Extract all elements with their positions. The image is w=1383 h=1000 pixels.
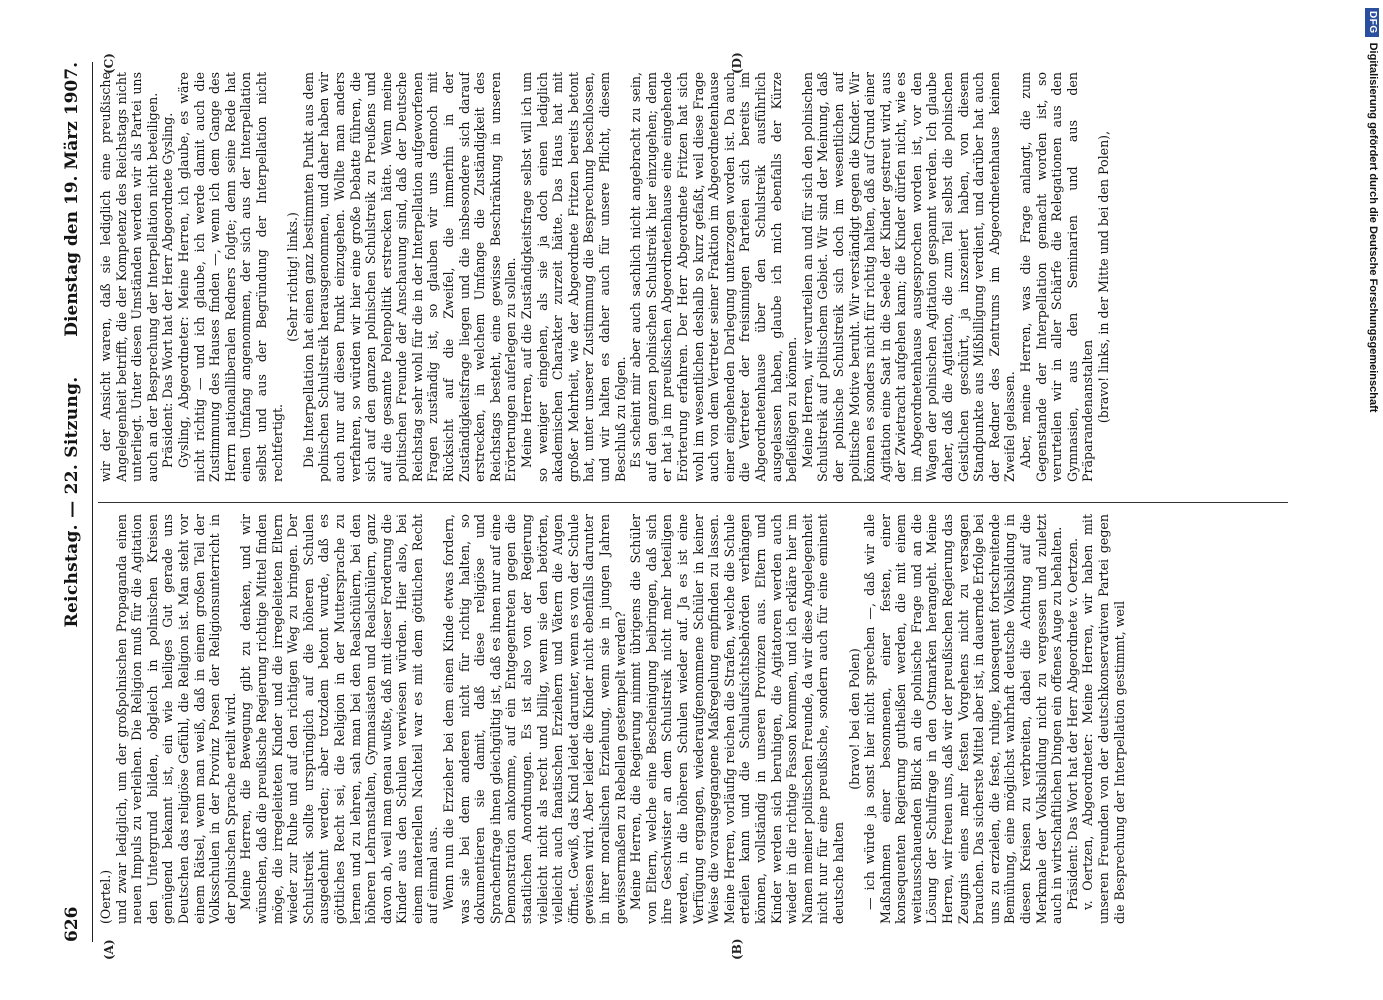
interjection: (Sehr richtig! links.): [285, 212, 301, 342]
session-title: Reichstag. — 22. Sitzung.: [62, 376, 82, 628]
speaker-tag: (Oertel.): [98, 869, 113, 924]
president-remark: Präsident: Das Wort hat der Herr Abgeordnete Gysling.: [160, 112, 176, 468]
paragraph: Meine Herren, auf die Zuständigkeitsfrage selbst will ich um so weniger eingehen, als sie ja doch einen lediglich akademischen Charakter zurzeit hätte. Das Haus hat mit großer Mehrheit, wie der Abgeordnete Fritzen bereits betont hat, unter unserer Zustimmung die Besprechung beschlossen, und wir halten es daher auch für unsere Pflicht, diesem Beschluß zu folgen.: [519, 72, 628, 482]
session-date: Dienstag den 19. März 1907.: [62, 62, 82, 337]
rotated-page: [40, 42, 1340, 962]
page-header: [58, 62, 88, 942]
paragraph: Meine Herren, die Regierung nimmt übrigens die Schüler von Eltern, welche eine Bescheinigung beibringen, daß sich ihre Geschwister an dem Schulstreik nicht mehr beteiligen werden, in die höheren Schulen wieder auf. Ja es ist eine Verfügung ergangen, wiederaufgenommene Schüler in keiner Weise die vorausgegangene Maßregelung empfinden zu lassen. Meine Herren, vorläufig reichen die Strafen, welche die Schule erteilen kann und die Schulaufsichtsbehörden verhängen können, vollständig in unseren Provinzen aus. Eltern und Kinder werden sich beruhigen, die Agitatoren werden auch wieder in die richtige Fasson kommen, und ich erkläre hier im Namen meiner politischen Freunde, da wir diese Angelegenheit nicht nur für eine preußische, sondern auch für eine eminent deutsche halten: [628, 514, 846, 924]
funding-note: [1366, 8, 1380, 998]
margin-mark-a: (A): [102, 939, 116, 960]
paragraph: Aber, meine Herren, was die Frage anlangt, die zum Gegenstande der Interpellation gemacht worden ist, so verurteilen wir in aller Schärfe die Relegationen aus den Gymnasien, aus den Seminarien und aus den Präparandenanstalten: [1018, 72, 1096, 482]
margin-mark-c: (C): [102, 53, 116, 74]
right-column: [98, 72, 1328, 482]
paragraph: Meine Herren, wir verurteilen an und für sich den polnischen Schulstreik auf politischem Gebiet. Wir sind der Meinung, daß der polnische Schulstreik sich doch im wesentlichen auf politische Motive beruht. Wir verständigt gegen die Kinder. Wir können es sonders nicht für richtig halten, daß auf Grund einer Agitation eine Saat in die Seele der Kinder gestreut wird, aus der Zwietracht aufgehen kann; die Kinder dürfen nicht, wie es im Abgeordnetenhause ausgesprochen worden ist, vor den Wagen der polnischen Agitation gespannt werden. Ich glaube daher, daß die Agitation, die zum Teil selbst die polnischen Geistlichen geschürt, ja inszeniert haben, von diesem Standpunkte aus Mißbilligung verdient, und darüber hat auch der Redner des Zentrums im Abgeordnetenhause keinen Zweifel gelassen.: [799, 72, 1018, 482]
paragraph: — ich würde ja sonst hier nicht sprechen —, daß wir alle Maßnahmen einer besonnenen, einer festen, einer konsequenten Regierung gutheißen werden, die mit einem weitausschauenden Blick an die polnische Frage und an die Lösung der Schulfrage in den Ostmarken herangeht. Meine Herren, wir freuen uns, daß wir der preußischen Regierung das Zeugnis eines mehr festen Vorgehens nicht zu versagen brauchen. Das sicherste Mittel aber ist, in dauernde Erfolge bei uns zu erzielen, die feste, ruhige, konsequent fortschreitende Bemühung, eine möglichst wahrhaft deutsche Volksbildung in diesen Kreisen zu verbreiten, dabei die Achtung auf die Merkmale der Volksbildung nicht zu vergessen und zuletzt auch in wirtschaftlichen Dingen ein offenes Auge zu behalten.: [862, 514, 1065, 924]
paragraph: Gysling, Abgeordneter: Meine Herren, ich glaube, es wäre nicht richtig — und ich glaube, ich werde damit auch die Zustimmung des Hauses finden —, wenn ich dem Gange des Herrn nationalliberalen Redners folgte; denn seine Rede hat einen Umfang angenommen, der sich aus der Interpellation selbst und aus der Begründung der Interpellation nicht rechtfertigt.: [175, 72, 285, 482]
header-rule: [92, 62, 93, 942]
paragraph: Es scheint mir aber auch sachlich nicht angebracht zu sein, auf den ganzen polnischen Schulstreik hier einzugehen; denn er hat ja im preußischen Abgeordnetenhause eine eingehende Erörterung erfahren. Der Herr Abgeordnete Fritzen hat sich wohl im wesentlichen deshalb so kurz gefaßt, weil diese Frage auch von dem Vertreter seiner Fraktion im Abgeordnetenhause einer eingehenden Darlegung unterzogen worden ist. Da auch die Vertreter der freisinnigen Parteien sich bereits im Abgeordnetenhause über den Schulstreik ausführlich ausgelassen haben, glaube ich mich ebenfalls der Kürze befleißigen zu können.: [628, 72, 800, 482]
left-column: [98, 514, 1328, 924]
funding-sidebar: [1366, 8, 1380, 998]
interjection: (bravo! bei den Polen): [846, 648, 862, 790]
paragraph: v. Oertzen, Abgeordneter: Meine Herren, wir haben mit unseren Freunden von der deutschkonservativen Partei gegen die Besprechung der Interpellation gestimmt, weil: [1080, 514, 1127, 924]
dfg-logo: DFG: [1365, 8, 1379, 37]
interjection: (bravo! links, in der Mitte und bei den Polen),: [1096, 130, 1111, 424]
page-number: 626: [62, 906, 82, 942]
margin-mark-b: (B): [730, 938, 744, 960]
column-divider: [98, 502, 1288, 503]
margin-mark-d: (D): [730, 52, 744, 74]
paragraph: und zwar lediglich, um der großpolnischen Propaganda einen neuen Impuls zu verleihen. Die Religion muß für die Agitation den Untergrund bilden, obgleich in polnischen Kreisen genügend bekannt ist, ein wie heiliges Gut gerade uns Deutschen das religiöse Gefühl, die Religion ist. Man steht vor einem Rätsel, wenn man weiß, daß in einem großen Teil der Volksschulen in der Provinz Posen der Religionsunterricht in der polnischen Sprache erteilt wird.: [113, 514, 238, 924]
paragraph: Wenn nun die Erzieher bei dem einen Kinde etwas fordern, was sie bei dem anderen nicht für richtig halten, so dokumentieren sie damit, daß diese religiöse und Sprachenfrage ihnen gleichgültig ist, daß es ihnen nur auf eine Demonstration ankomme, auf ein Entgegentreten gegen die staatlichen Anordnungen. Es ist also von der Regierung vielleicht nicht als recht und billig, wenn sie den betörten, vielleicht auch fanatischen Erziehern und Vätern die Augen öffnet. Gewiß, das Kind leidet darunter, wenn es von der Schule gewiesen wird. Aber leider die Kinder nicht ebenfalls darunter in ihrer moralischen Erziehung, wenn sie in jungen Jahren gewissermaßen zu Rebellen gestempelt werden?: [441, 514, 628, 924]
president-remark: Präsident: Das Wort hat der Herr Abgeordnete v. Oertzen.: [1064, 537, 1080, 910]
paragraph: Die Interpellation hat einen ganz bestimmten Punkt aus dem polnischen Schulstreik herausgenommen, und daher haben wir auch nur auf diesen Punkt einzugehen. Wollte man anders verfahren, so würden wir hier eine große Debatte führen, die sich auf den ganzen polnischen Schulstreik zu Preußens und auf die gesamte Polenpolitik erstrecken hätte. Wenn meine politischen Freunde der Anschauung sind, daß der Deutsche Reichstag sehr wohl für die in der Interpellation aufgeworfenen Fragen zuständig ist, so glauben wir uns dennoch mit Rücksicht auf die Zweifel, die immerhin in der Zuständigkeitsfrage liegen und die insbesondere sich darauf erstrecken, in welchem Umfange die Zuständigkeit des Reichstags besteht, eine gewisse Beschränkung in unseren Erörterungen auferlegen zu sollen.: [300, 72, 519, 482]
paragraph: Meine Herren, die Bewegung gibt zu denken, und wir wünschen, daß die preußische Regierung richtige Mittel finden möge, die irregeleiteten Kinder und die irregeleiteten Eltern wieder zur Ruhe und auf den richtigen Weg zu bringen. Der Schulstreik sollte ursprünglich auf die höheren Schulen ausgedehnt werden; aber trotzdem betont wurde, daß es göttliches Recht sei, die Religion in der Muttersprache zu lernen und zu lehren, sah man bei den Realschülern, bei den höheren Lehranstalten, Gymnasiasten und Realschülern, ganz davon ab, weil man genau wußte, daß mit dieser Forderung die Kinder aus den Schulen verwiesen würden. Hier also, bei einem materiellen Nachteil war es mit dem göttlichen Recht auf einmal aus.: [238, 514, 441, 924]
funding-text: Digitalisierung gefördert durch die Deutsche Forschungsgemeinschaft: [1367, 42, 1379, 413]
paragraph: wir der Ansicht waren, daß sie lediglich eine preußische Angelegenheit betrifft, die der Kompetenz des Reichstags nicht unterliegt. Unter diesen Umständen werden wir als Partei uns auch an der Besprechung der Interpellation nicht beteiligen.: [98, 72, 160, 482]
